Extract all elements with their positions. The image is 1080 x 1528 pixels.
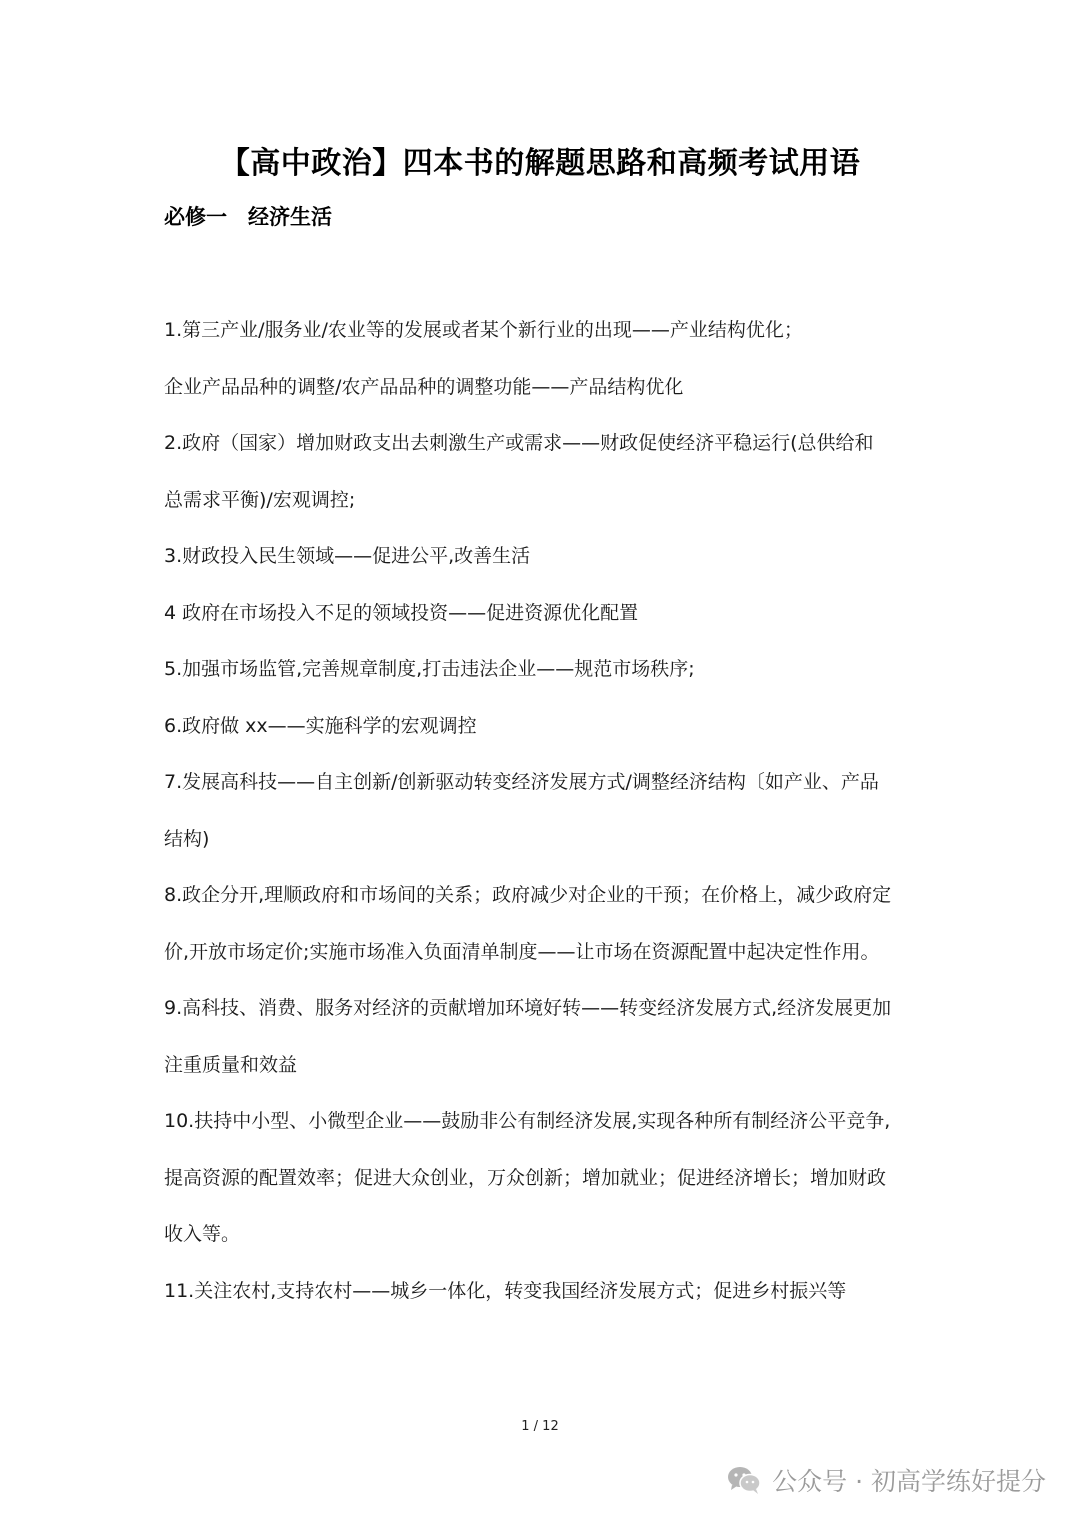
paragraph-line: 收入等。 xyxy=(164,1223,241,1245)
watermark-text: 公众号 · 初高学练好提分 xyxy=(772,1467,1046,1496)
paragraph-line: 11.关注农村,支持农村——城乡一体化，转变我国经济发展方式；促进乡村振兴等 xyxy=(164,1280,847,1302)
paragraph-line: 4 政府在市场投入不足的领域投资——促进资源优化配置 xyxy=(164,602,639,624)
section-heading: 必修一 经济生活 xyxy=(164,205,332,229)
wechat-icon xyxy=(726,1464,762,1496)
paragraph-line: 总需求平衡)/宏观调控; xyxy=(164,489,356,511)
watermark xyxy=(726,1462,1046,1498)
document-title: 【高中政治】四本书的解题思路和高频考试用语 xyxy=(219,146,861,181)
paragraph-line: 1.第三产业/服务业/农业等的发展或者某个新行业的出现——产业结构优化； xyxy=(164,319,803,341)
paragraph-line: 2.政府（国家）增加财政支出去刺激生产或需求——财政促使经济平稳运行(总供给和 xyxy=(164,432,874,454)
paragraph-line: 价,开放市场定价;实施市场准入负面清单制度——让市场在资源配置中起决定性作用。 xyxy=(164,941,880,963)
paragraph-line: 8.政企分开,理顺政府和市场间的关系；政府减少对企业的干预；在价格上，减少政府定 xyxy=(164,884,892,906)
page-number: 1 / 12 xyxy=(521,1419,559,1434)
paragraph-line: 5.加强市场监管,完善规章制度,打击违法企业——规范市场秩序; xyxy=(164,658,695,680)
paragraph-line: 7.发展高科技——自主创新/创新驱动转变经济发展方式/调整经济结构〔如产业、产品 xyxy=(164,771,879,793)
paragraph-line: 6.政府做 xx——实施科学的宏观调控 xyxy=(164,715,477,737)
paragraph-line: 企业产品品种的调整/农产品品种的调整功能——产品结构优化 xyxy=(164,376,684,398)
paragraph-line: 结构) xyxy=(164,828,210,850)
paragraph-line: 3.财政投入民生领域——促进公平,改善生活 xyxy=(164,545,531,567)
paragraph-line: 9.高科技、消费、服务对经济的贡献增加环境好转——转变经济发展方式,经济发展更加 xyxy=(164,997,892,1019)
paragraph-line: 提高资源的配置效率；促进大众创业，万众创新；增加就业；促进经济增长；增加财政 xyxy=(164,1167,887,1189)
paragraph-line: 10.扶持中小型、小微型企业——鼓励非公有制经济发展,实现各种所有制经济公平竞争, xyxy=(164,1110,891,1132)
paragraph-line: 注重质量和效益 xyxy=(164,1054,298,1076)
